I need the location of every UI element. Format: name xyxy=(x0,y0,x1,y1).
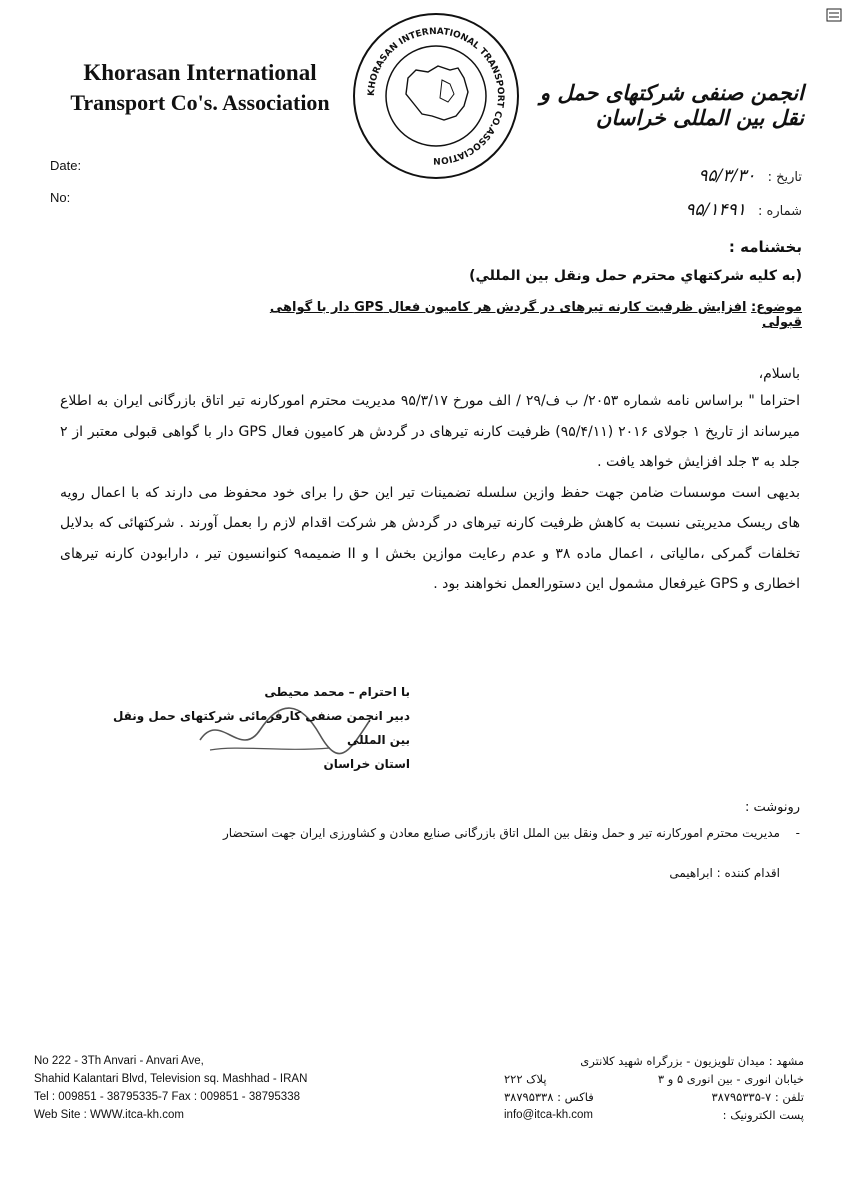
footer-en-line2: Shahid Kalantari Blvd, Television sq. Mashhad - IRAN xyxy=(34,1073,308,1085)
footer-fa-plaque: پلاک ۲۲۲ xyxy=(504,1072,547,1086)
signature-closing: با احترام – محمد محیطی xyxy=(264,685,410,699)
footer-address-persian xyxy=(504,1052,804,1124)
org-name-persian: انجمن صنفی شرکتهای حمل و نقل بین المللی خراسان xyxy=(539,80,804,130)
footer-address-english xyxy=(34,1052,364,1124)
subject-text: افزایش ظرفیت کارنه تیرهای در گردش هر کامیون فعال GPS دار با گواهی قبولی xyxy=(269,300,802,330)
org-name-en-line2: Transport Co's. Association xyxy=(70,90,330,115)
signature-region: استان خراسان xyxy=(323,757,410,771)
logo-ring-text: KHORASAN INTERNATIONAL TRANSPORT CO.ASSOCIATION xyxy=(366,26,506,166)
body-paragraph: احتراما " براساس نامه شماره ۲۰۵۳/ ب ف/۲۹ / الف مورخ ۹۵/۳/۱۷ مدیریت محترم امورکارنه تیر اتاق بازرگانی ایران به اطلاع میرساند از تاریخ ۱ جولای ۲۰۱۶ (۹۵/۴/۱۱) ظرفیت کارنه تیرهای در گردش هر کامیون فعال GPS دار با گواهی قبولی معتبر از ۲ جلد به ۳ جلد افزایش خواهد یافت . xyxy=(60,393,800,470)
recipients-line: (به کلیه شرکتهاي محترم حمل ونقل بین المللي) xyxy=(469,268,802,284)
footer-fa-address1: مشهد : میدان تلویزیون - بزرگراه شهید کلانتری xyxy=(580,1054,804,1068)
footer-fa-email-label: پست الکترونیک : xyxy=(722,1108,804,1122)
footer-email-link[interactable]: info@itca-kh.com xyxy=(504,1109,594,1121)
signature-title: دبیر انجمن صنفی کارفرمائی شرکتهای حمل ونقل بین المللی xyxy=(112,709,410,747)
signature-block xyxy=(90,680,410,776)
letter-body xyxy=(60,386,800,600)
persian-number-row xyxy=(582,200,802,220)
persian-date-row xyxy=(582,166,802,186)
subject-label: موضوع: xyxy=(751,300,802,315)
persian-date-value: ۹۵/۳/۳۰ xyxy=(698,166,756,186)
cc-item: - مدیریت محترم امورکارنه تیر و حمل ونقل بین الملل اتاق بازرگانی صنایع معادن و کشاورزی ایران جهت استحضار xyxy=(40,822,800,844)
date-label: Date: xyxy=(50,158,82,173)
footer-en-line3: Tel : 009851 - 38795335-7 Fax : 009851 - 38795338 xyxy=(34,1091,300,1103)
footer-en-line4: Web Site : WWW.itca-kh.com xyxy=(34,1109,184,1121)
executor-line: اقدام کننده : ابراهیمی xyxy=(669,866,780,880)
footer-fa-address2: خیابان انوری - بین انوری ۵ و ۳ xyxy=(657,1072,804,1086)
footer-fa-fax: فاکس : ۳۸۷۹۵۳۳۸ xyxy=(504,1090,594,1104)
persian-number-label: شماره : xyxy=(758,204,802,219)
persian-date-label: تاریخ : xyxy=(767,170,802,185)
subject-line xyxy=(242,300,802,330)
org-name-en-line1: Khorasan International xyxy=(83,60,317,85)
cc-block xyxy=(40,822,800,884)
cc-title: رونوشت : xyxy=(744,800,800,815)
greeting: باسلام، xyxy=(758,366,800,382)
circular-heading: بخشنامه : xyxy=(728,238,802,256)
number-label: No: xyxy=(50,190,71,205)
body-paragraph: بدیهی است موسسات ضامن جهت حفظ وازین سلسله تضمینات تیر این حق را برای خود محفوظ می دارند که با اعمال رویه های ریسک مدیریتی نسبت به کاهش ظرفیت کارنه تیرهای در گردش هر شرکت اقدام لازم را بعمل آورند . شرکتهائی که بدلایل تخلفات گمرکی ،مالیاتی ، اعمال ماده ۳۸ و عدم رعایت موازین بخش I و II ضمیمه۹ کنوانسیون تیر ، دارابودن کارنه تیرهای اخطاری و GPS غیرفعال مشمول این دستورالعمل نخواهند بود . xyxy=(60,484,800,592)
scan-corner-mark-icon xyxy=(826,8,842,22)
footer-fa-phone: تلفن : ۷-۳۸۷۹۵۳۳۵ xyxy=(711,1090,804,1104)
association-logo xyxy=(346,6,526,186)
org-name-english xyxy=(50,58,350,118)
iran-map-icon xyxy=(406,66,468,120)
persian-number-value: ۹۵/۱۴۹۱ xyxy=(685,200,746,220)
footer-en-line1: No 222 - 3Th Anvari - Anvari Ave, xyxy=(34,1055,204,1067)
